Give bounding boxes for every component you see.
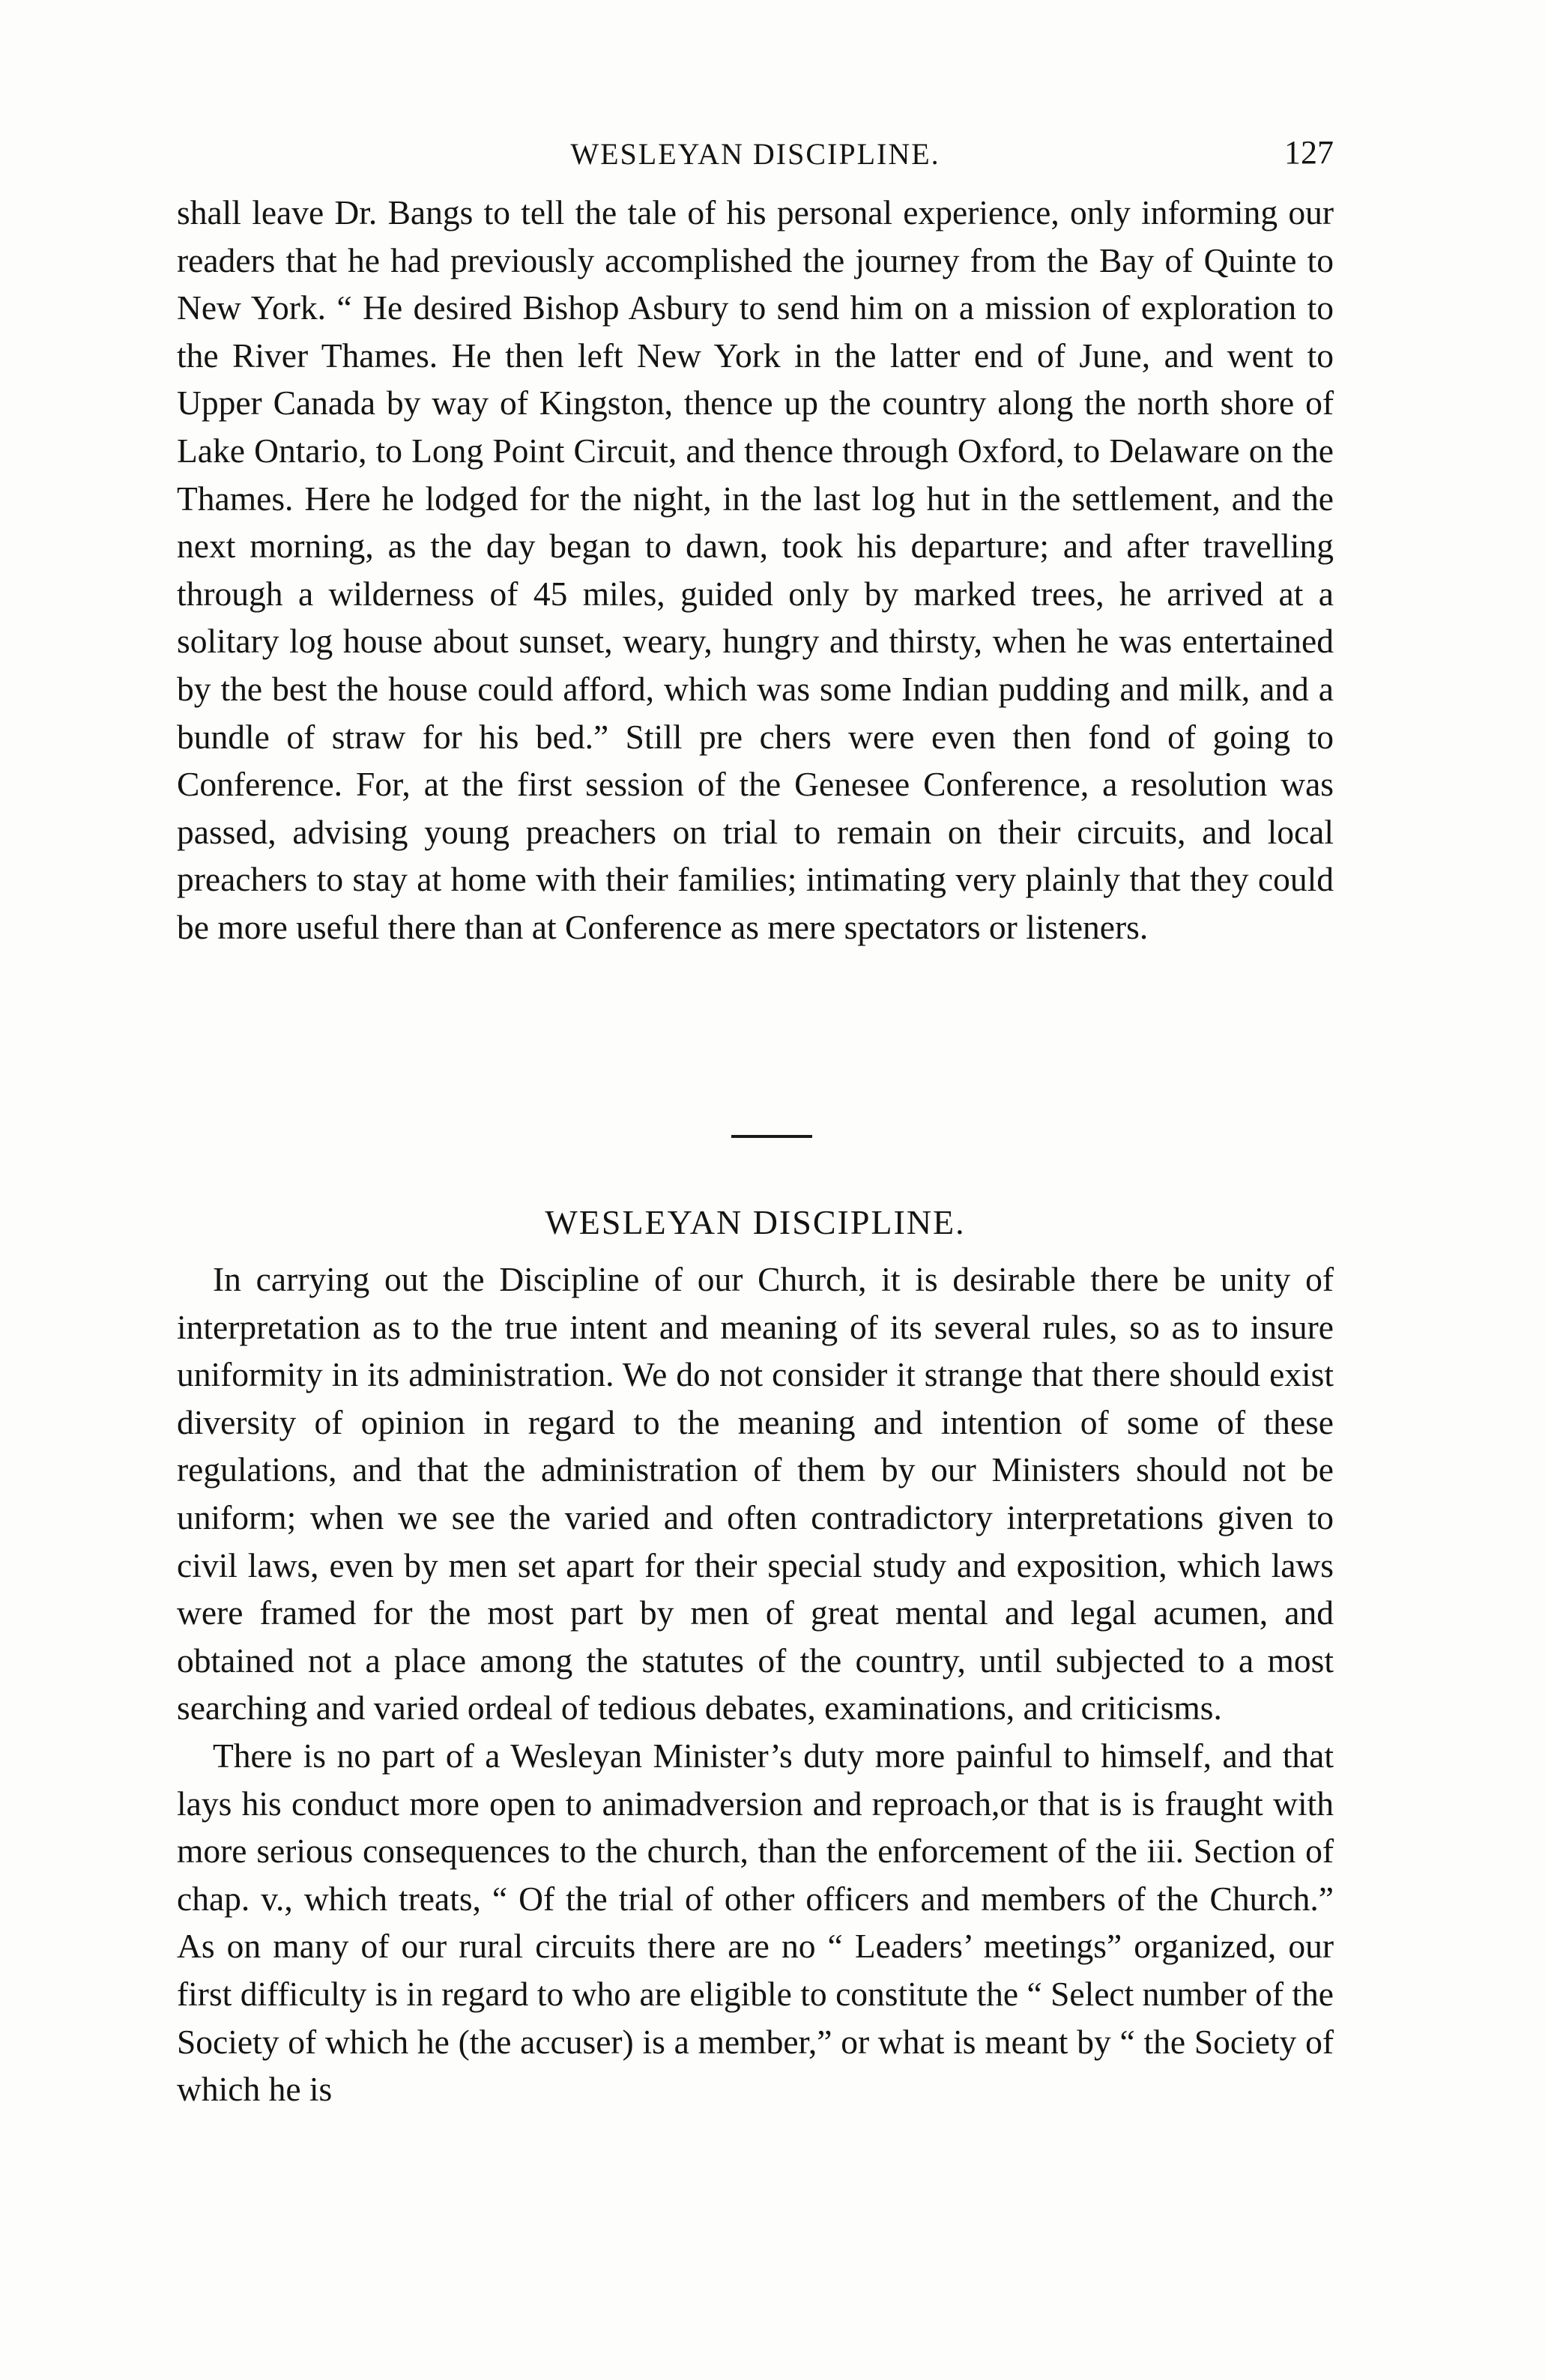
page-number: 127 [1284, 134, 1334, 171]
section-heading: WESLEYAN DISCIPLINE. [545, 1203, 966, 1241]
section-divider [731, 1135, 812, 1138]
discipline-paragraph-2: There is no part of a Wesleyan Minister’s duty more painful to himself, and that lays his conduct more open to animadversion and reproach,or that is is fraught with more serious consequences to the church, than the enforcement of the iii. Section of chap. v., which treats, “ Of the trial of other officers and members of the Church.” As on many of our rural circuits there are no “ Leaders’ meetings” organized, our first difficulty is in regard to who are eligible to constitute the “ Select number of the Society of which he (the accuser) is a member,” or what is meant by “ the Society of which he is [177, 1736, 1334, 2109]
continuation-paragraph: shall leave Dr. Bangs to tell the tale of his personal experience, only informing our readers that he had previously accomplished the journey from the Bay of Quinte to New York. “ He desired Bishop Asbury to send him on a mission of exploration to the River Thames. He then left New York in the latter end of June, and went to Upper Canada by way of Kingston, thence up the country along the north shore of Lake Ontario, to Long Point Circuit, and thence through Oxford, to Delaware on the Thames. Here he lodged for the night, in the last log hut in the settlement, and the next morning, as the day began to dawn, took his departure; and after travelling through a wilderness of 45 miles, guided only by marked trees, he arrived at a solitary log house about sunset, weary, hungry and thirsty, when he was entertained by the best the house could afford, which was some Indian pudding and milk, and a bundle of straw for his bed.” Still pre chers were even then fond of going to Conference. For, at the first session of the Genesee Conference, a resolution was passed, advising young preachers on trial to remain on their circuits, and local preachers to stay at home with their families; intimating very plainly that they could be more useful there than at Conference as mere spectators or listeners. [177, 193, 1334, 946]
discipline-body [177, 1256, 1334, 2113]
running-title: WESLEYAN DISCIPLINE. [570, 137, 940, 171]
running-head [177, 133, 1334, 178]
discipline-paragraph-1: In carrying out the Discipline of our Church, it is desirable there be unity of interpretation as to the true intent and meaning of its several rules, so as to insure uniformity in its administration. We do not consider it strange that there should exist diversity of opinion in regard to the meaning and intention of some of these regulations, and that the administration of them by our Ministers should not be uniform; when we see the varied and often contradictory interpretations given to civil laws, even by men set apart for their special study and exposition, which laws were framed for the most part by men of great mental and legal acumen, and obtained not a place among the statutes of the country, until subjected to a most searching and varied ordeal of tedious debates, examinations, and criticisms. [177, 1260, 1334, 1728]
continuation-paragraph-block [177, 189, 1334, 951]
